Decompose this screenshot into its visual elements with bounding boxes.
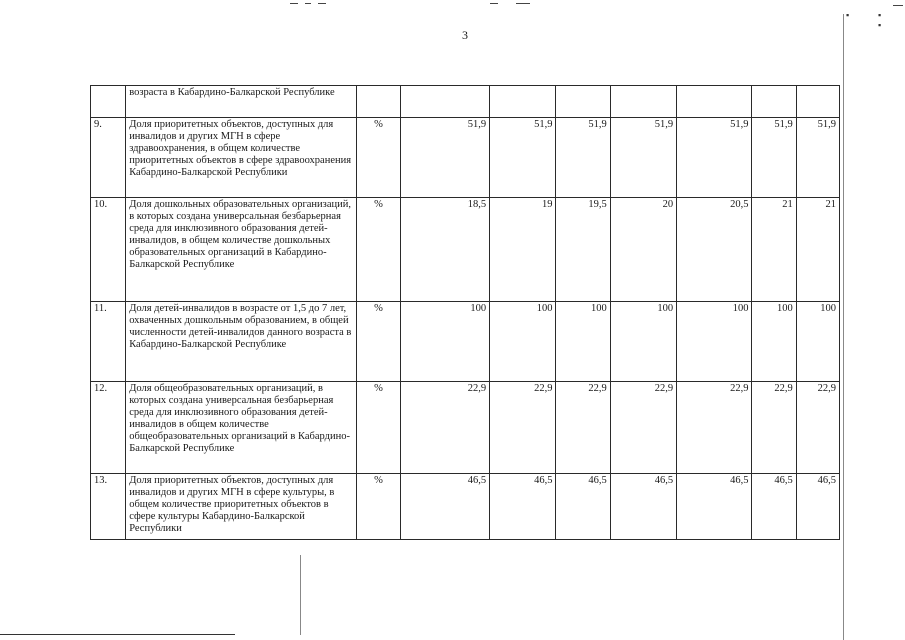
value-cell (752, 86, 796, 118)
value-cell: 100 (490, 302, 556, 382)
value-cell: 22,9 (400, 382, 489, 474)
value-cell: 100 (752, 302, 796, 382)
indicators-table (90, 85, 840, 540)
bottom-rule (0, 634, 235, 635)
value-cell: 19,5 (556, 198, 610, 302)
indicator-name: Доля приоритетных объектов, доступных для инвалидов и других МГН в сфере здравоохранения, в общем количестве приоритетных объектов в сфере здравоохранения Кабардино-Балкарской Республики (126, 118, 357, 198)
scan-mark (290, 3, 298, 4)
row-number: 9. (91, 118, 126, 198)
value-cell: 22,9 (556, 382, 610, 474)
value-cell: 51,9 (796, 118, 839, 198)
unit-cell: % (357, 302, 400, 382)
row-number: 13. (91, 474, 126, 540)
value-cell: 46,5 (610, 474, 676, 540)
value-cell (677, 86, 752, 118)
indicator-name: Доля общеобразовательных организаций, в которых создана универсальная безбарьерная среда для инклюзивного образования детей-инвалидов в общем количестве общеобразовательных организаций в Кабардино-Балкарской Республике (126, 382, 357, 474)
scan-dot: ▪ (846, 10, 850, 20)
value-cell (796, 86, 839, 118)
value-cell (556, 86, 610, 118)
row-number: 10. (91, 198, 126, 302)
value-cell (490, 86, 556, 118)
unit-cell (357, 86, 400, 118)
table-row (91, 198, 840, 302)
value-cell: 21 (752, 198, 796, 302)
value-cell: 46,5 (490, 474, 556, 540)
value-cell: 100 (556, 302, 610, 382)
value-cell: 51,9 (556, 118, 610, 198)
value-cell: 19 (490, 198, 556, 302)
row-number (91, 86, 126, 118)
value-cell: 20,5 (677, 198, 752, 302)
value-cell: 46,5 (556, 474, 610, 540)
scan-line (843, 14, 844, 640)
value-cell: 100 (400, 302, 489, 382)
page-number: 3 (462, 28, 468, 42)
value-cell (610, 86, 676, 118)
value-cell: 18,5 (400, 198, 489, 302)
row-number: 12. (91, 382, 126, 474)
value-cell: 22,9 (677, 382, 752, 474)
scan-mark (490, 3, 498, 4)
value-cell: 100 (796, 302, 839, 382)
value-cell: 22,9 (490, 382, 556, 474)
scan-dot: ▪ (878, 20, 882, 30)
table-row (91, 86, 840, 118)
indicator-name: Доля приоритетных объектов, доступных для инвалидов и других МГН в сфере культуры, в общем количестве приоритетных объектов в сфере культуры Кабардино-Балкарской Республики (126, 474, 357, 540)
scan-dot: ▪ (878, 10, 882, 20)
value-cell: 46,5 (400, 474, 489, 540)
scan-mark (305, 3, 311, 4)
value-cell: 46,5 (752, 474, 796, 540)
scan-mark (893, 5, 903, 6)
value-cell: 46,5 (796, 474, 839, 540)
value-cell: 51,9 (610, 118, 676, 198)
indicator-name: Доля дошкольных образовательных организаций, в которых создана универсальная безбарьерная среда для инклюзивного образования детей-инвалидов, в общем количестве дошкольных образовательных организаций в Кабардино-Балкарской Республике (126, 198, 357, 302)
unit-cell: % (357, 474, 400, 540)
value-cell: 22,9 (610, 382, 676, 474)
table-row (91, 302, 840, 382)
unit-cell: % (357, 118, 400, 198)
table-row (91, 382, 840, 474)
indicator-name: возраста в Кабардино-Балкарской Республике (126, 86, 357, 118)
value-cell: 21 (796, 198, 839, 302)
row-number: 11. (91, 302, 126, 382)
value-cell: 20 (610, 198, 676, 302)
value-cell: 51,9 (400, 118, 489, 198)
scan-mark (516, 3, 530, 4)
value-cell: 46,5 (677, 474, 752, 540)
value-cell: 100 (677, 302, 752, 382)
scan-line (300, 555, 301, 635)
value-cell: 100 (610, 302, 676, 382)
value-cell (400, 86, 489, 118)
value-cell: 51,9 (752, 118, 796, 198)
value-cell: 22,9 (752, 382, 796, 474)
unit-cell: % (357, 382, 400, 474)
value-cell: 22,9 (796, 382, 839, 474)
table-row (91, 118, 840, 198)
scan-mark (318, 3, 326, 4)
table-row (91, 474, 840, 540)
indicator-name: Доля детей-инвалидов в возрасте от 1,5 до 7 лет, охваченных дошкольным образованием, в общей численности детей-инвалидов данного возраста в Кабардино-Балкарской Республике (126, 302, 357, 382)
value-cell: 51,9 (677, 118, 752, 198)
unit-cell: % (357, 198, 400, 302)
value-cell: 51,9 (490, 118, 556, 198)
